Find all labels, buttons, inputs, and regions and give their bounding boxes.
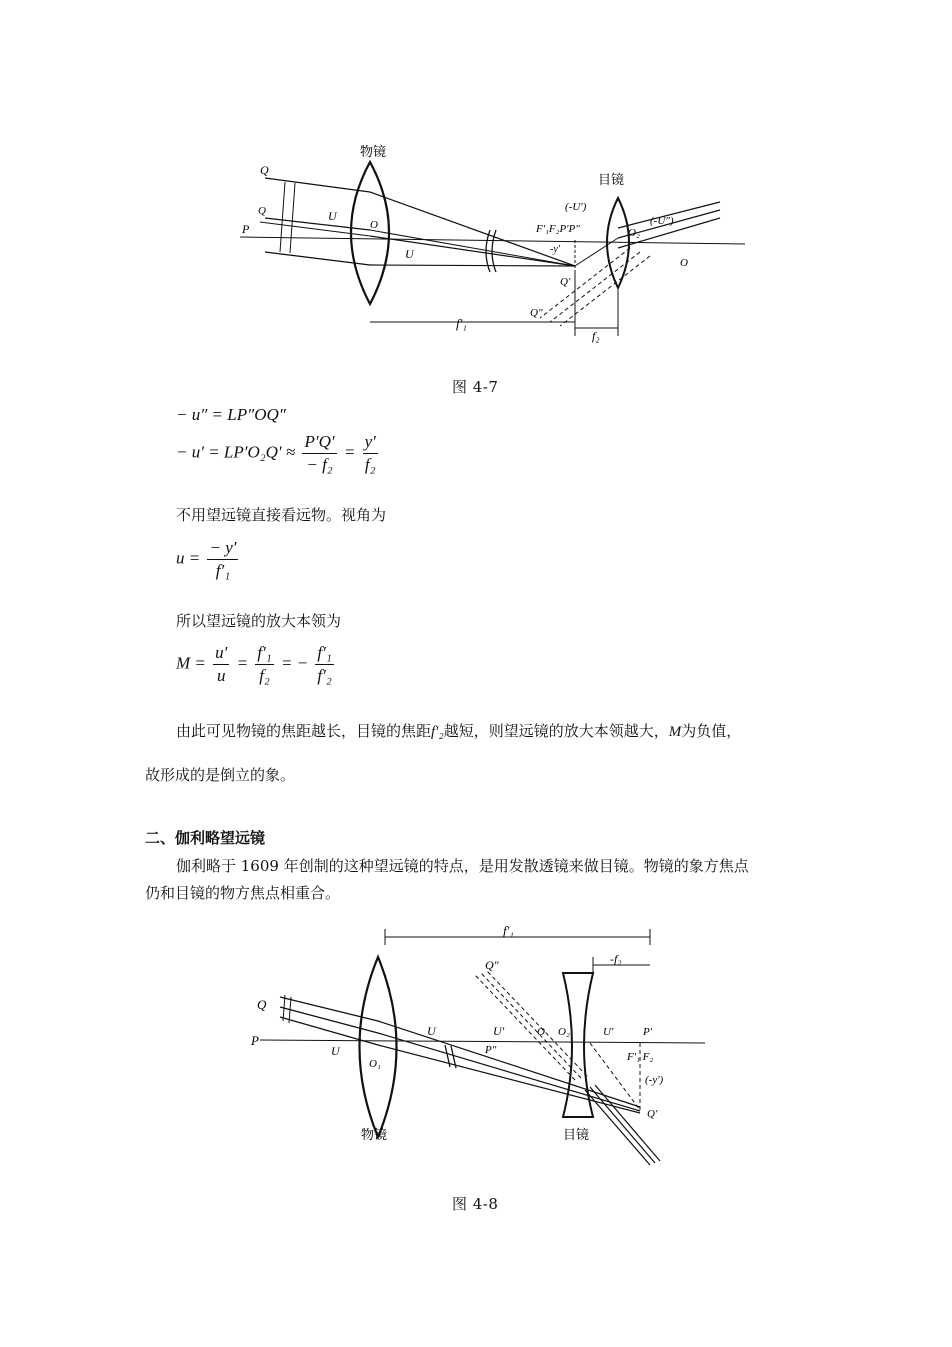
equation-u-dprime: − u″ = LP″OQ″ — [176, 405, 286, 424]
eq4-num1: u′ — [213, 643, 229, 665]
fig2-u-prime-label: U' — [493, 1024, 505, 1038]
eq2-frac2 — [363, 432, 378, 475]
fig1-neg-y-label: -y' — [550, 244, 560, 255]
optical-axis — [260, 1040, 705, 1043]
fig2-o1-label: O₁ — [369, 1058, 381, 1070]
fig2-o-label: O — [537, 1026, 545, 1038]
eq3-frac — [207, 538, 238, 581]
fig1-u-bottom-label: U — [405, 247, 414, 261]
paragraph-conclusion — [176, 718, 741, 745]
paragraph-galilean-focus: 仍和目镜的物方焦点相重合。 — [145, 884, 341, 902]
p3-part-b: 越短，则望远镜的放大本领越大， — [443, 722, 669, 740]
eq4-frac1 — [213, 643, 229, 686]
p3-f2: f′₂ — [431, 724, 444, 740]
paragraph-magnification-intro: 所以望远镜的放大本领为 — [176, 612, 342, 630]
eq4-num2: f′₁ — [255, 643, 273, 665]
fig1-q-top-label: Q — [260, 163, 269, 177]
eq4-frac2 — [255, 643, 273, 686]
fig1-eyepiece-label: 目镜 — [598, 173, 625, 188]
eq4-den3: f′₂ — [317, 666, 332, 685]
fig1-f2-label: f₂ — [592, 329, 600, 343]
objective-lens — [360, 957, 397, 1137]
fig2-u2-label: U — [427, 1024, 436, 1038]
equation-u — [176, 538, 241, 581]
figure-4-8 — [245, 915, 715, 1175]
figure-4-7 — [220, 140, 760, 350]
fig2-q-dprime-label: Q" — [485, 958, 499, 972]
eq2-frac1 — [302, 432, 336, 475]
fig2-u-prime2-label: U' — [603, 1026, 614, 1038]
fig2-o2-label: O₂ — [558, 1026, 570, 1038]
fig1-neg-u-dprime-label: (-U") — [650, 215, 674, 227]
fig2-f1f2-label: F'₁ F₂ — [627, 1051, 654, 1063]
p3-m: M — [668, 724, 682, 740]
fig1-o1-label: O — [370, 219, 378, 231]
p3-part-a: 由此可见物镜的焦距越长，目镜的焦距 — [176, 722, 432, 740]
eq2-num2: y′ — [363, 432, 378, 454]
fig1-p-label: P — [242, 222, 250, 236]
fig1-o-label: O — [680, 257, 688, 269]
fig2-eyepiece-label: 目镜 — [563, 1128, 590, 1143]
paragraph-galilean-intro: 伽利略于 1609 年创制的这种望远镜的特点，是用发散透镜来做目镜。物镜的象方焦点 — [176, 857, 749, 875]
eq3-num: − y′ — [207, 538, 238, 560]
fig1-neg-u-prime-label: (-U') — [565, 201, 587, 213]
fig2-f2-label: -f₂ — [610, 952, 622, 966]
fig1-q-mid-label: Q — [258, 205, 266, 217]
figure-4-8-caption: 图 4-8 — [452, 1195, 499, 1213]
objective-lens — [351, 162, 389, 304]
eq2-left: − u′ = LP′O₂Q′ ≈ — [176, 442, 296, 462]
eq4-num3: f′₁ — [315, 643, 333, 665]
fig2-objective-label: 物镜 — [361, 1128, 388, 1143]
fig2-p-dprime-label: P" — [485, 1044, 497, 1056]
eq3-den: f′₁ — [215, 561, 231, 580]
paragraph-direct-view: 不用望远镜直接看远物。视角为 — [176, 506, 387, 524]
fig1-u-top-label: U — [328, 209, 337, 223]
eq4-frac3 — [315, 643, 333, 686]
fig1-q-dprime-label: Q" — [530, 307, 543, 319]
fig2-p-label: P — [251, 1033, 259, 1048]
eq4-den1: u — [217, 666, 226, 685]
fig1-foci-label: F'₁F₂P'P" — [536, 223, 580, 235]
fig2-q-label: Q — [257, 997, 267, 1012]
eq2-num1: P′Q′ — [302, 432, 336, 454]
fig2-q-prime-label: Q' — [647, 1108, 658, 1120]
eq2-den2: f₂ — [364, 455, 376, 474]
equation-u-prime: − u′ = LP′O₂Q′ ≈ $\frac{P'Q'}{\text{− f₂}}$ = $\frac{y'}{\text{f₂}}$ — [176, 432, 376, 474]
eq4-left: M = — [176, 653, 206, 673]
fig2-neg-y-label: (-y') — [645, 1074, 664, 1086]
fig1-o2-label: O₂ — [628, 227, 640, 239]
figure-4-7-caption: 图 4-7 — [452, 378, 499, 396]
fig2-f1-label: f'₁ — [503, 923, 514, 938]
paragraph-inverted-image: 故形成的是倒立的象。 — [145, 766, 296, 784]
fig2-u1-label: U — [331, 1044, 340, 1058]
section-heading-galilean: 二、伽利略望远镜 — [145, 829, 266, 847]
fig2-p-prime-label: P' — [643, 1026, 653, 1038]
fig1-objective-label: 物镜 — [360, 145, 387, 160]
eq4-den2: f₂ — [259, 666, 270, 685]
fig1-q-prime-label: Q' — [560, 276, 571, 288]
fig1-f1-label: f'₁ — [456, 316, 467, 331]
equation-magnification: M = $\frac{u'}{u}$ = $\frac{\text{f′₁}}{\text{f₂}}$ = − $\frac{\text{f′₁}}{\text{f′₂}}$ — [176, 643, 332, 685]
p3-part-c: 为负值， — [681, 722, 742, 740]
eq3-left: u = — [176, 548, 201, 568]
eq2-den1: − f₂ — [306, 455, 333, 474]
